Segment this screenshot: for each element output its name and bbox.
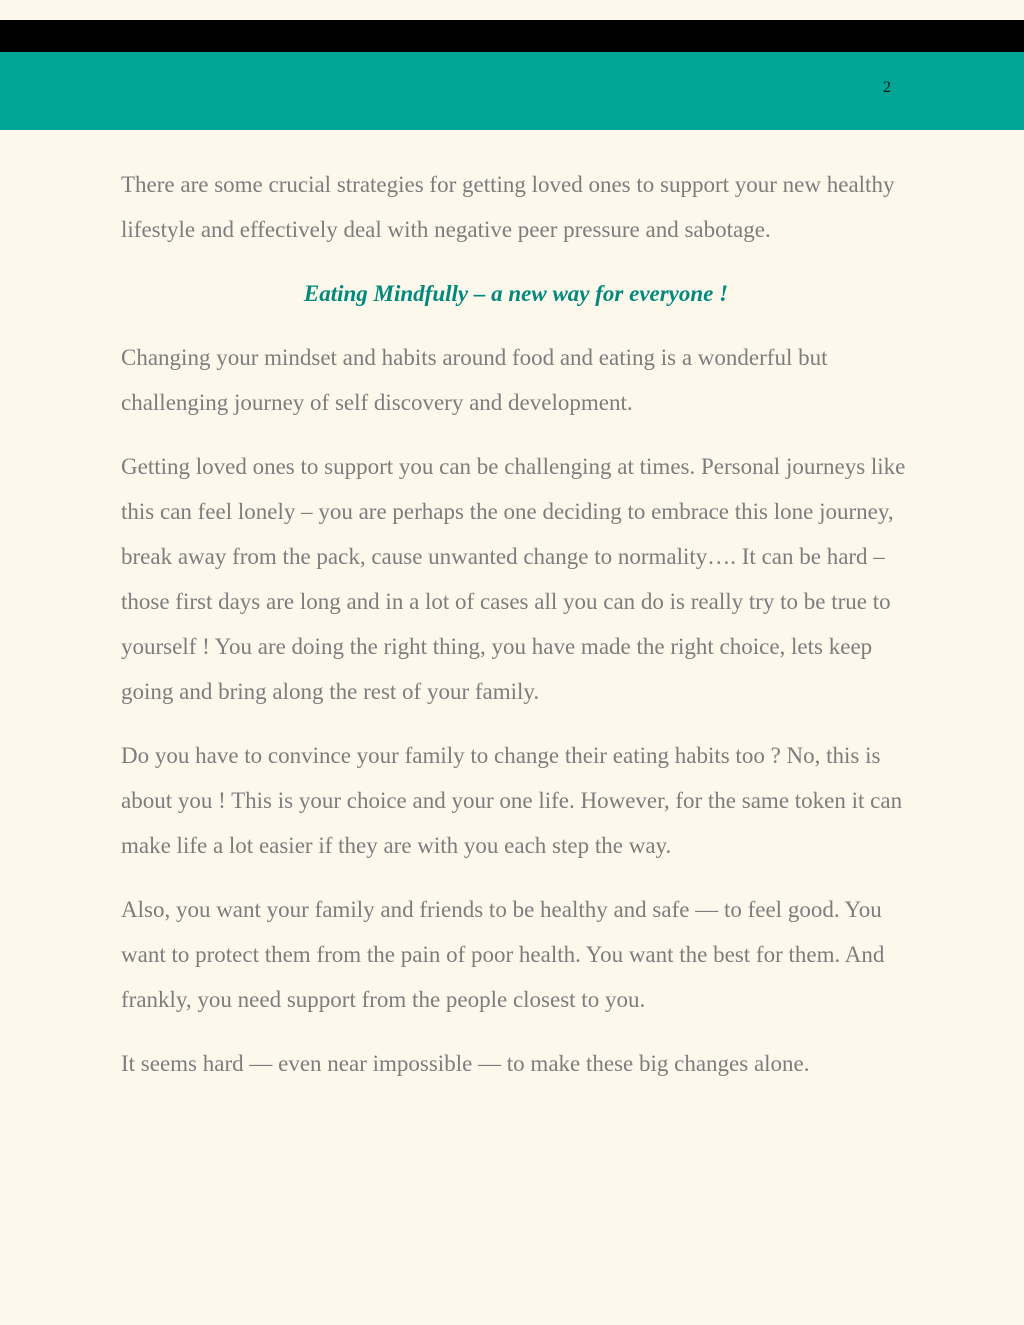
paragraph-changes-alone: It seems hard — even near impossible — to make these big changes alone. xyxy=(121,1051,810,1076)
page-number: 2 xyxy=(883,79,891,96)
header-banner xyxy=(0,52,1024,130)
page-content xyxy=(121,162,911,1105)
paragraph-convince-family: Do you have to convince your family to change their eating habits too ? No, this is about you ! This is your choice and your one life. However, for the same token it can make life a lot easier if they are with you each step the way. xyxy=(121,743,903,858)
section-heading: Eating Mindfully – a new way for everyone ! xyxy=(303,281,729,306)
paragraph-intro: There are some crucial strategies for getting loved ones to support your new healthy lifestyle and effectively deal with negative peer pressure and sabotage. xyxy=(121,172,895,242)
paragraph-mindset: Changing your mindset and habits around food and eating is a wonderful but challenging journey of self discovery and development. xyxy=(121,345,828,415)
paragraph-family-health: Also, you want your family and friends to be healthy and safe — to feel good. You want to protect them from the pain of poor health. You want the best for them. And frankly, you need support from the people closest to you. xyxy=(121,897,885,1012)
top-black-band xyxy=(0,20,1024,52)
paragraph-loved-ones: Getting loved ones to support you can be challenging at times. Personal journeys like this can feel lonely – you are perhaps the one deciding to embrace this lone journey, break away from the pack, cause unwanted change to normality…. It can be hard – those first days are long and in a lot of cases all you can do is really try to be true to yourself ! You are doing the right thing, you have made the right choice, lets keep going and bring along the rest of your family. xyxy=(121,454,906,704)
